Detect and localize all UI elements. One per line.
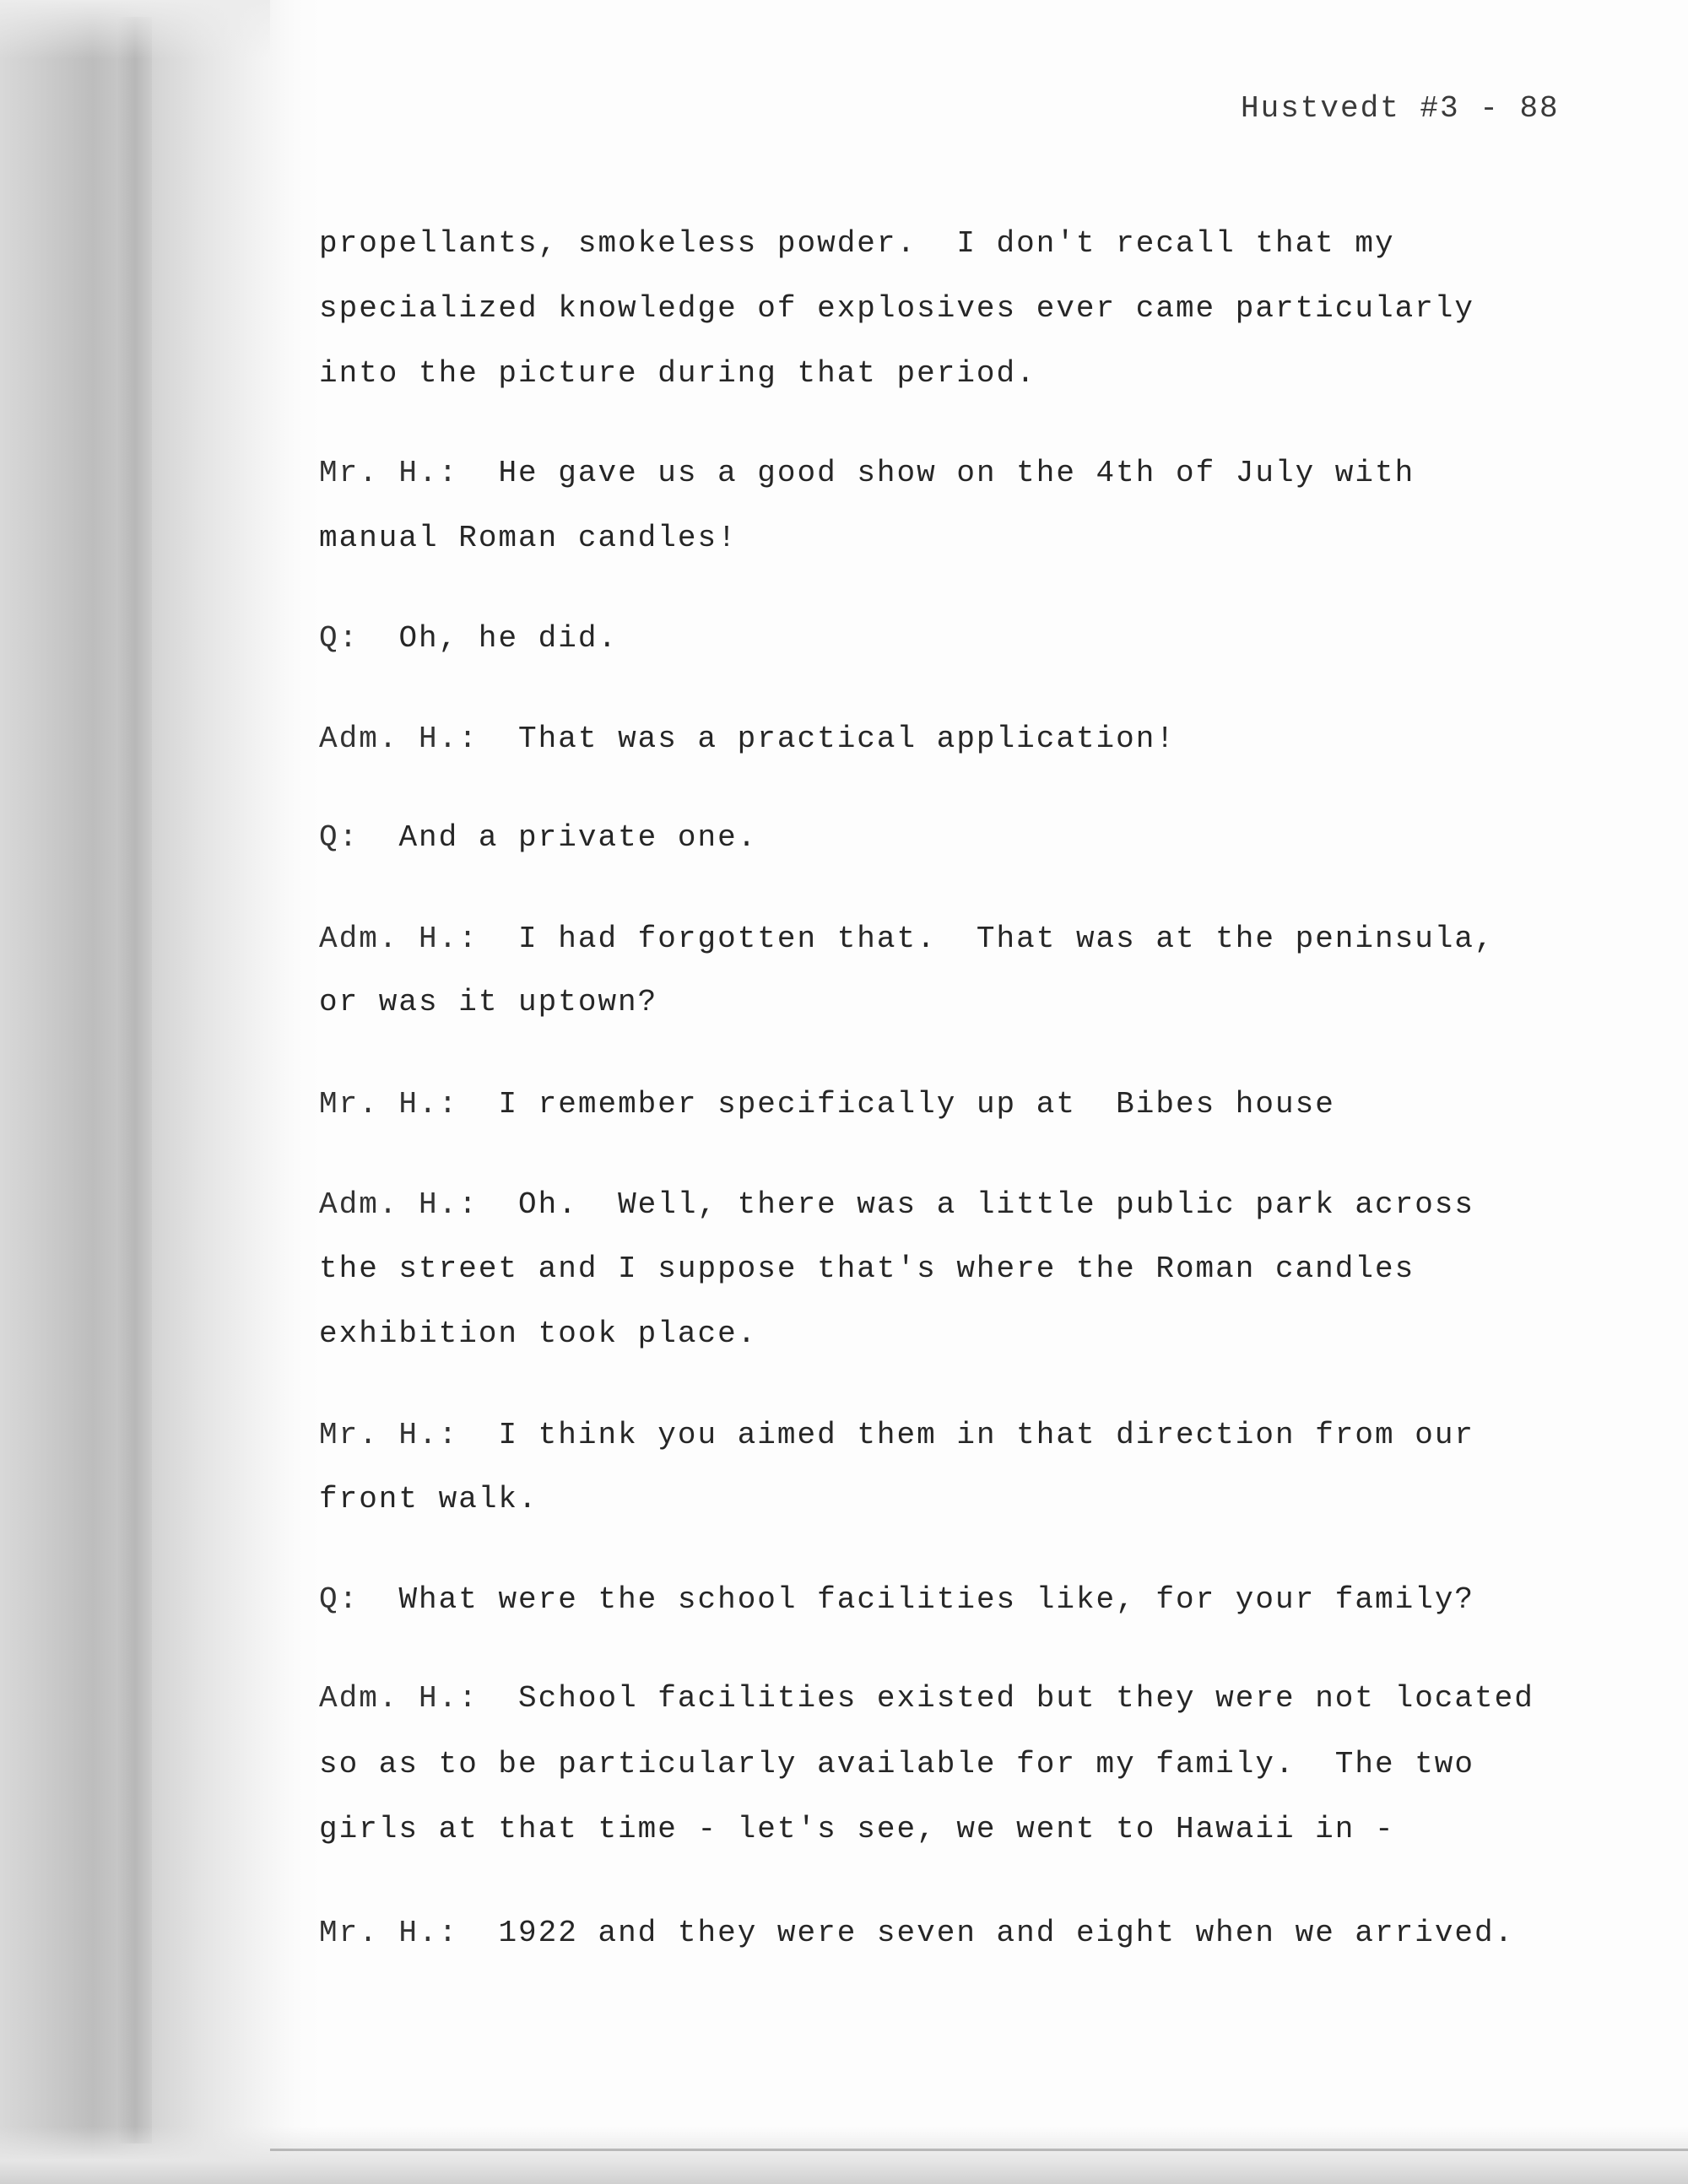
text-line: specialized knowledge of explosives ever came particularly (319, 291, 1475, 326)
speaker-label: Adm. H.: (319, 722, 479, 756)
page-header: Hustvedt #3 - 88 (1241, 91, 1560, 126)
dialogue-text: That was a practical application! (518, 722, 1176, 756)
dialogue-line (319, 1087, 1335, 1122)
text-line: into the picture during that period. (319, 356, 1036, 391)
dialogue-line (319, 1916, 1514, 1950)
speaker-label: Mr. H.: (319, 1916, 459, 1950)
speaker-label: Mr. H.: (319, 456, 459, 490)
speaker-label: Mr. H.: (319, 1087, 459, 1122)
dialogue-text: Oh. Well, there was a little public park across (518, 1187, 1475, 1222)
page-corner-shadow (0, 0, 270, 59)
book-spine (118, 17, 152, 2143)
text-line: manual Roman candles! (319, 521, 738, 555)
dialogue-line (319, 1681, 1534, 1716)
speaker-label: Mr. H.: (319, 1418, 459, 1452)
speaker-label: Q: (319, 820, 360, 855)
text-line: propellants, smokeless powder. I don't recall that my (319, 226, 1395, 261)
speaker-label: Adm. H.: (319, 922, 479, 956)
dialogue-line (319, 1582, 1474, 1617)
dialogue-text: I remember specifically up at Bibes house (498, 1087, 1335, 1122)
dialogue-text: I had forgotten that. That was at the peninsula, (518, 922, 1495, 956)
dialogue-text: What were the school facilities like, for your family? (398, 1582, 1475, 1617)
speaker-label: Q: (319, 621, 360, 656)
text-line: the street and I suppose that's where the Roman candles (319, 1251, 1415, 1286)
dialogue-text: And a private one. (398, 820, 758, 855)
dialogue-line (319, 456, 1415, 490)
dialogue-text: 1922 and they were seven and eight when we arrived. (498, 1916, 1515, 1950)
dialogue-text: I think you aimed them in that direction from our (498, 1418, 1475, 1452)
dialogue-text: Oh, he did. (398, 621, 619, 656)
speaker-label: Q: (319, 1582, 360, 1617)
dialogue-line (319, 1418, 1474, 1452)
speaker-label: Adm. H.: (319, 1681, 479, 1716)
text-line: front walk. (319, 1482, 538, 1516)
dialogue-line (319, 1187, 1474, 1222)
dialogue-line (319, 922, 1495, 956)
page-bottom-curl (0, 2127, 1688, 2184)
dialogue-line (319, 820, 757, 855)
text-line: so as to be particularly available for my family. The two (319, 1747, 1475, 1781)
dialogue-line (319, 722, 1176, 756)
dialogue-line (319, 621, 618, 656)
dialogue-text: He gave us a good show on the 4th of July with (498, 456, 1415, 490)
binding-shadow (0, 0, 321, 2184)
text-line: exhibition took place. (319, 1316, 758, 1351)
speaker-label: Adm. H.: (319, 1187, 479, 1222)
page-edge-line (270, 2149, 1688, 2151)
dialogue-text: School facilities existed but they were not located (518, 1681, 1534, 1716)
text-line: girls at that time - let's see, we went to Hawaii in - (319, 1812, 1395, 1846)
text-line: or was it uptown? (319, 985, 658, 1019)
